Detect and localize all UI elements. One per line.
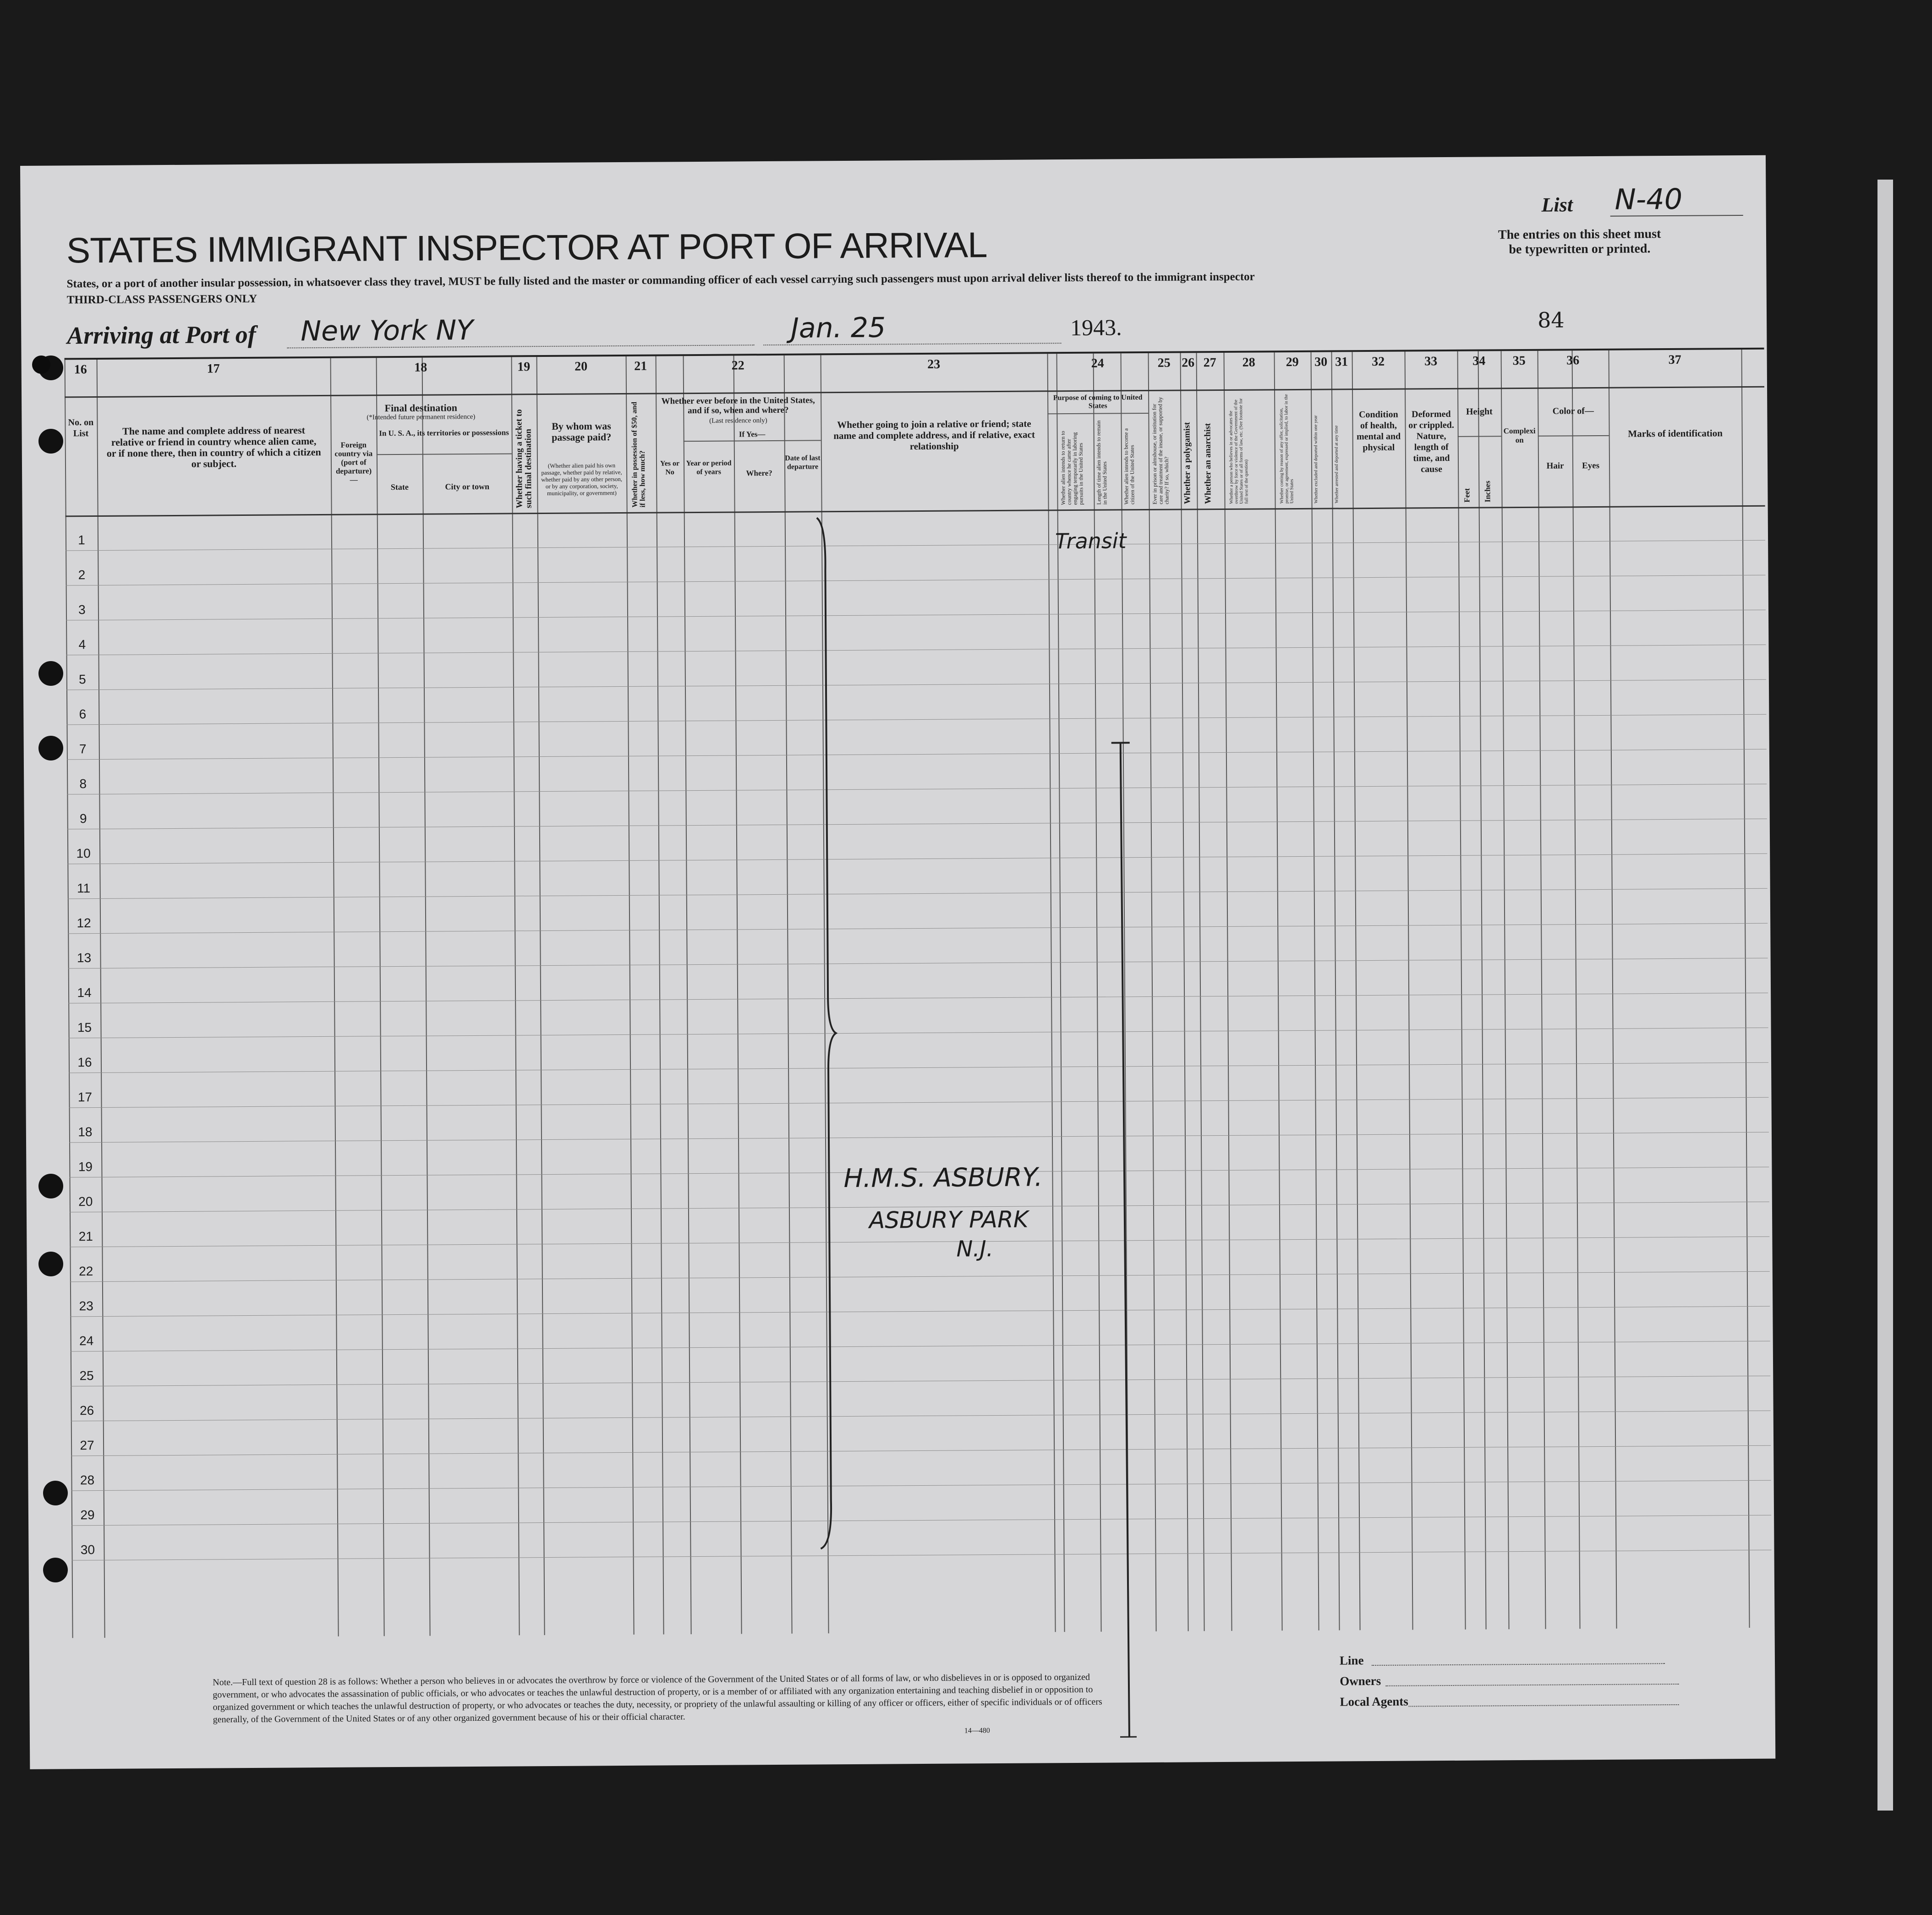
colnum-27: 27 (1203, 356, 1216, 370)
joining-state: N.J. (956, 1236, 994, 1262)
row-number: 28 (80, 1473, 95, 1488)
line-label: Line (1339, 1653, 1364, 1668)
owners-field (1385, 1684, 1679, 1686)
binder-hole (32, 356, 50, 374)
col-line (1047, 354, 1056, 1632)
header-yes-no: Yes or No (660, 460, 680, 476)
header-height: Height (1466, 406, 1493, 417)
date-value: Jan. 25 (790, 312, 886, 345)
table-row (69, 1028, 1768, 1039)
form-title: STATES IMMIGRANT INSPECTOR AT PORT OF ARRIVAL (66, 224, 987, 271)
entries-note-line-2: be typewritten or printed. (1509, 241, 1651, 257)
row-number: 25 (79, 1368, 94, 1383)
header-joining-relative: Whether going to join a relative or friend; state name and complete address, and if relative, exact relationship (833, 418, 1035, 452)
binder-hole (38, 736, 63, 761)
adjacent-sheet-edge (1877, 180, 1893, 1811)
col-line (1405, 352, 1413, 1630)
header-bottom (66, 505, 1765, 517)
colnum-29: 29 (1286, 355, 1299, 370)
port-value: New York NY (301, 314, 474, 348)
colnum-36: 36 (1566, 353, 1580, 368)
header-if-yes: If Yes— (739, 430, 766, 439)
header-purpose: Purpose of coming to United States (1053, 394, 1143, 410)
header-purpose-return: Whether alien intends to return to country whence he came after engaging temporarily in laboring pursuits in the United States (1059, 431, 1084, 505)
header-anarchist: Whether an anarchist (1203, 423, 1213, 504)
binder-hole (38, 1174, 63, 1198)
row-number: 22 (79, 1264, 93, 1279)
row-number: 12 (77, 916, 91, 930)
col-line (1224, 353, 1232, 1631)
class-note: THIRD-CLASS PASSENGERS ONLY (66, 292, 257, 306)
col-line (1457, 351, 1466, 1630)
table-row (70, 1271, 1770, 1282)
table-row (66, 610, 1766, 621)
table-row (70, 1306, 1770, 1317)
form-instructions: States, or a port of another insular possession, in whatsoever class they travel, MUST be fully listed and the master or commanding officer of each vessel carrying such passengers must upon arrival deliver lists thereof to the immigrant inspector (66, 270, 1255, 290)
header-subdivider (1538, 435, 1609, 437)
col-line (1538, 351, 1546, 1629)
col-line (1609, 350, 1617, 1629)
table-row (66, 540, 1765, 551)
col-line (626, 356, 635, 1635)
table-row (71, 1480, 1771, 1491)
table-row (66, 679, 1766, 690)
row-number: 16 (77, 1055, 92, 1070)
colnum-23: 23 (927, 357, 941, 372)
table-row (71, 1376, 1770, 1387)
row-number: 9 (79, 811, 87, 826)
header-ever-before-sub: (Last residence only) (709, 417, 767, 425)
header-prison: Ever in prison or almshouse, or institution for care and treatment of the insane, or supported by charity? If so, which? (1151, 397, 1170, 504)
header-date-departure: Date of last departure (785, 454, 821, 471)
header-divider (65, 386, 1764, 398)
row-number: 23 (79, 1299, 93, 1313)
col-line (1741, 350, 1750, 1628)
header-health: Condition of health, mental and physical (1357, 409, 1401, 453)
ditto-line-icon (1107, 738, 1140, 1746)
header-relative-address: The name and complete address of nearest relative or friend in country whence alien came, or if none there, then in country of which a citizen or subject. (106, 424, 321, 470)
binder-hole (43, 1481, 68, 1505)
table-row (67, 819, 1767, 830)
header-year-period: Year or period of years (686, 459, 732, 476)
row-number: 17 (77, 1090, 93, 1105)
row-number: 2 (78, 568, 86, 582)
row-number: 18 (78, 1125, 93, 1139)
header-in-usa: In U. S. A., its territories or possessions (379, 428, 509, 438)
table-row (67, 784, 1767, 795)
col-line (733, 356, 742, 1634)
colnum-30: 30 (1314, 355, 1328, 369)
col-line (1501, 351, 1510, 1629)
colnum-21: 21 (634, 359, 647, 373)
colnum-26: 26 (1182, 356, 1195, 370)
col-line (1478, 351, 1487, 1630)
row-number: 13 (77, 951, 92, 965)
row-number: 21 (78, 1229, 93, 1244)
binder-hole (38, 661, 63, 686)
colnum-18: 18 (414, 360, 427, 375)
row-number: 10 (76, 846, 91, 861)
header-no-on-list: No. on List (68, 417, 94, 439)
table-row (71, 1445, 1771, 1456)
joining-vessel: H.M.S. ASBURY. (843, 1162, 1043, 1194)
col-line (422, 358, 431, 1636)
manifest-table (65, 348, 1772, 1638)
table-row (68, 888, 1768, 899)
col-line (1352, 352, 1361, 1630)
footer-note: Note.—Full text of question 28 is as follows: Whether a person who believes in or advocates the overthrow by force or violence of the Government of the United States or of all forms of law, or who disbelieves in or is opposed to organized government, or who advocates the assassination of public officials, or who advocates or teaches the unlawful destruction of property, or is a member of or affiliated with any organization entertaining and teaching disbelief in or opposition to organized government or which teaches the unlawful destruction of property, or who advocates or teaches the duty, necessity, or propriety of the unlawful assaulting or killing of any officer or officers, either of specific individuals or of officers generally, of the Government of the United States or of any other organized government because of his or their official character. (213, 1672, 1102, 1725)
table-row (72, 1550, 1772, 1561)
brace-icon (812, 515, 846, 1551)
col-line (1274, 352, 1283, 1630)
table-row (69, 1062, 1768, 1073)
agents-field (1409, 1704, 1679, 1707)
row-number: 30 (80, 1543, 95, 1557)
table-row (69, 1097, 1769, 1108)
page-number: 84 (1537, 307, 1565, 333)
header-subdivider (1047, 413, 1148, 414)
row-number: 7 (79, 742, 87, 756)
header-purpose-length: Length of time alien intends to remain in the United States (1095, 420, 1108, 505)
row-number: 24 (79, 1334, 94, 1348)
entries-note (1498, 227, 1661, 257)
arriving-label: Arriving at Port of (67, 320, 256, 350)
table-row (69, 1132, 1769, 1143)
header-deformed: Deformed or crippled. Nature, length of time, and cause (1408, 409, 1454, 475)
header-feet: Feet (1462, 488, 1472, 503)
table-row (71, 1411, 1771, 1422)
col-line (784, 356, 793, 1634)
row-number: 1 (78, 533, 85, 547)
row-number: 19 (78, 1160, 93, 1174)
row-number: 3 (78, 602, 86, 617)
header-final-destination-sub: (*Intended future permanent residence) (367, 413, 476, 421)
col-line (1180, 353, 1189, 1631)
table-row (68, 923, 1768, 934)
row-number: 4 (78, 637, 86, 652)
row-number: 14 (77, 985, 92, 1000)
header-offer-labor: Whether coming by reason of any offer, solicitation, promise, or agreement, expressed or implied, to labor in the United States (1279, 394, 1295, 504)
header-polygamist: Whether a polygamist (1182, 422, 1193, 504)
header-subdivider (377, 453, 512, 455)
header-eyes: Eyes (1582, 460, 1600, 471)
row-number: 11 (77, 881, 91, 896)
header-final-destination: Final destination (384, 402, 457, 414)
header-complexion: Complexion (1503, 426, 1536, 445)
header-ticket: Whether having a ticket to such final destination (514, 409, 534, 509)
table-row (67, 749, 1767, 760)
colnum-34: 34 (1472, 354, 1486, 368)
header-inches: Inches (1483, 481, 1492, 503)
table-row (68, 958, 1768, 969)
header-overthrow: Whether a person who believes in or advocates the overthrow by force or violence of the Government of the United States or of all forms of law, etc. (See footnote for full text of the question) (1228, 398, 1249, 504)
entries-note-line-1: The entries on this sheet must (1498, 227, 1661, 242)
colnum-24: 24 (1091, 356, 1104, 371)
header-where: Where? (746, 468, 772, 478)
row-number: 20 (78, 1194, 93, 1209)
row-number: 8 (79, 777, 87, 791)
colnum-22: 22 (731, 358, 744, 373)
header-state: State (390, 482, 409, 492)
owners-label: Owners (1340, 1674, 1381, 1688)
col-line (1196, 353, 1205, 1631)
colnum-16: 16 (74, 362, 87, 377)
row-number: 6 (79, 707, 87, 722)
header-foreign-country: Foreign country via (port of departure)— (334, 440, 373, 484)
header-ever-before: Whether ever before in the United States, and if so, when and where? (661, 395, 815, 416)
header-hair: Hair (1546, 461, 1564, 471)
col-line (330, 358, 339, 1636)
colnum-35: 35 (1512, 353, 1526, 368)
list-number: N-40 (1615, 182, 1683, 216)
joining-city: ASBURY PARK (869, 1206, 1029, 1234)
colnum-20: 20 (575, 359, 588, 374)
header-passage-paid: By whom was passage paid? (551, 420, 612, 443)
col-line (1311, 352, 1319, 1630)
col-line (656, 356, 664, 1635)
list-underline (1610, 215, 1743, 217)
header-color-of: Color of— (1552, 406, 1594, 416)
colnum-31: 31 (1335, 355, 1348, 369)
line-field (1372, 1663, 1665, 1666)
header-arrested: Whether arrested and deported at any time (1334, 425, 1340, 503)
col-line (1331, 352, 1340, 1630)
header-passage-paid-sub: (Whether alien paid his own passage, whether paid by relative, whether paid by any other person, or by any corporation, society, municipality, or government) (541, 462, 623, 497)
colnum-19: 19 (517, 360, 531, 374)
list-label: List (1541, 193, 1573, 216)
colnum-37: 37 (1668, 352, 1681, 367)
row-number: 5 (78, 672, 86, 687)
purpose-transit: Transit (1055, 528, 1127, 554)
header-excluded: Whether excluded and deported within one year (1313, 415, 1319, 503)
binder-hole (38, 1252, 63, 1276)
row-number: 15 (77, 1020, 92, 1035)
row-number: 29 (80, 1508, 95, 1522)
header-subdivider (684, 440, 821, 442)
colnum-33: 33 (1424, 354, 1438, 369)
col-line (376, 358, 385, 1636)
binder-hole (38, 429, 63, 454)
table-row (71, 1341, 1770, 1352)
table-row (66, 645, 1766, 656)
col-line (683, 356, 692, 1634)
col-line (1572, 350, 1581, 1629)
row-number: 27 (80, 1438, 94, 1453)
colnum-28: 28 (1242, 355, 1255, 370)
header-marks: Marks of identification (1628, 427, 1723, 439)
table-row (66, 575, 1766, 586)
manifest-sheet (20, 155, 1775, 1769)
colnum-25: 25 (1157, 356, 1171, 370)
year-value: 1943. (1070, 314, 1122, 341)
header-subdivider (1458, 436, 1501, 437)
colnum-32: 32 (1372, 354, 1385, 369)
col-line (1148, 353, 1157, 1631)
table-row (66, 714, 1766, 725)
header-fifty-dollars: Whether in possession of $50, and if less, how much? (630, 401, 647, 508)
table-row (67, 854, 1767, 864)
colnum-17: 17 (207, 361, 220, 376)
col-line (511, 357, 520, 1635)
binder-hole (43, 1558, 68, 1582)
row-number: 26 (79, 1403, 94, 1418)
footer-code: 14—480 (964, 1727, 990, 1735)
col-line (536, 357, 545, 1635)
header-city: City or town (445, 481, 490, 492)
agents-label: Local Agents (1340, 1694, 1408, 1709)
table-row (70, 1237, 1769, 1247)
table-row (68, 993, 1768, 1004)
header-purpose-citizen: Whether alien intends to become a citizen of the United States (1122, 428, 1136, 505)
table-row (71, 1515, 1771, 1526)
